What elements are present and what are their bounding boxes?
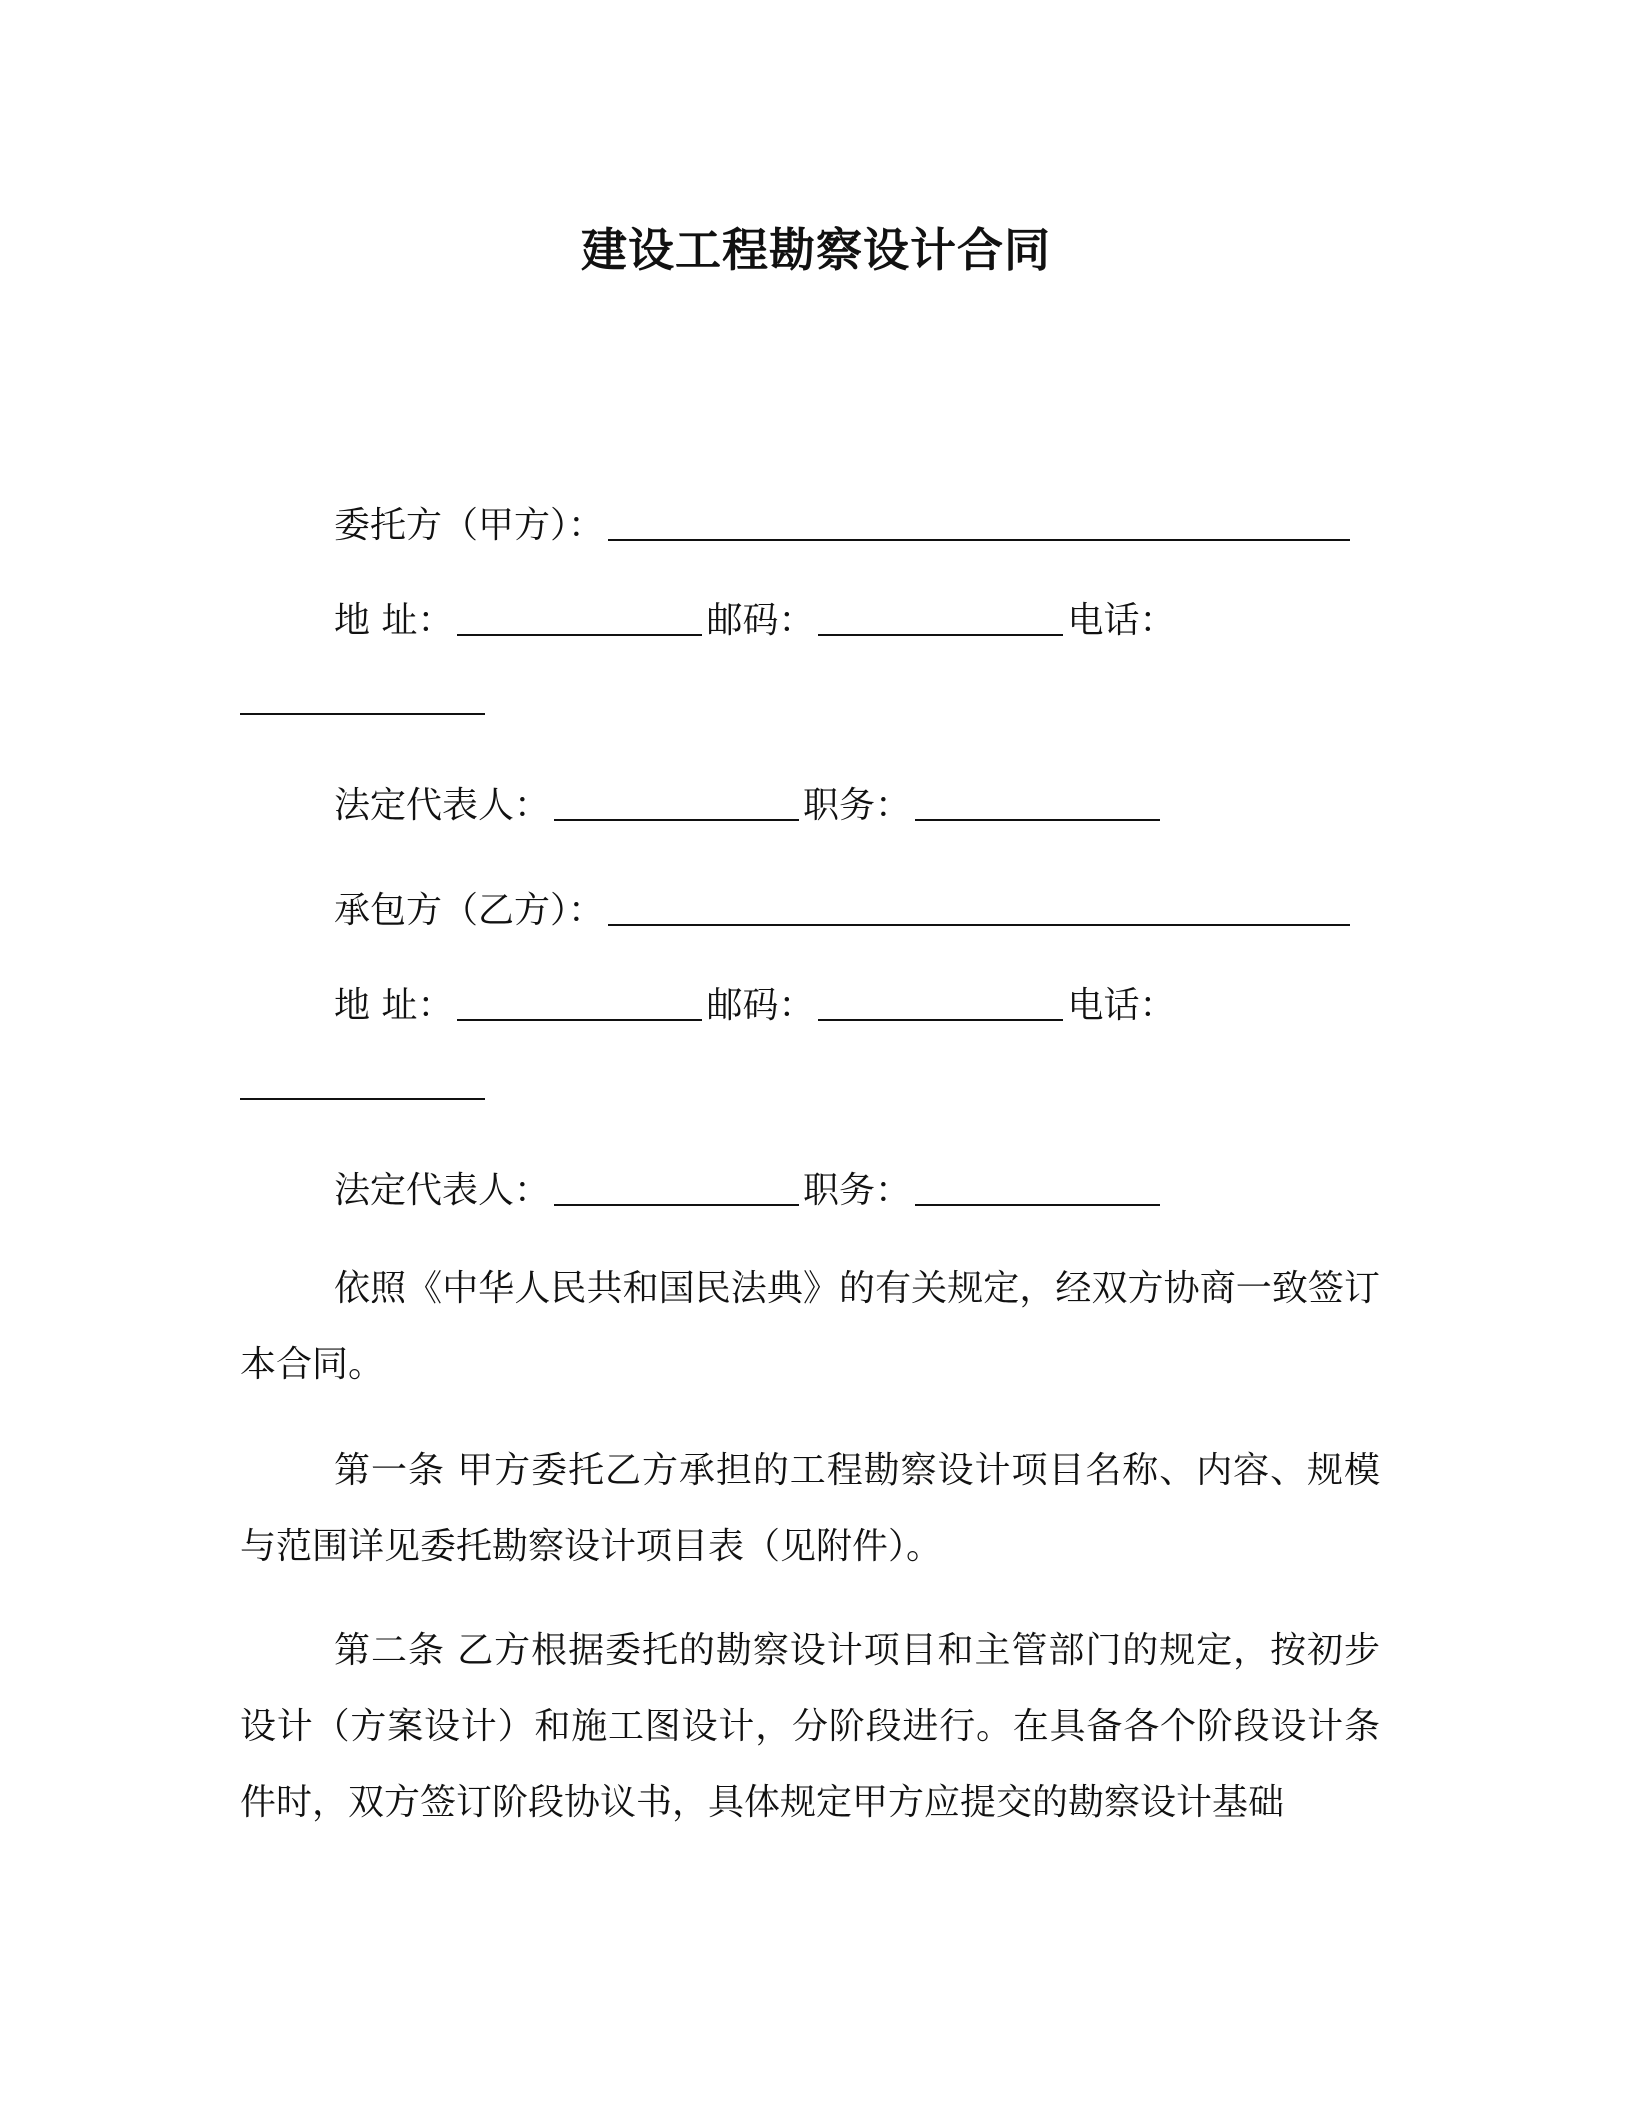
party-b-blank (608, 890, 1350, 926)
party-b-position-blank (915, 1170, 1160, 1206)
party-a-address-label: 地 址： (334, 600, 454, 641)
party-b-contact-line (334, 982, 1175, 1030)
party-b-phone-line (240, 1061, 489, 1109)
party-a-postcode-blank (818, 600, 1063, 636)
party-a-rep-line (334, 782, 1164, 830)
party-b-rep-label: 法定代表人： (334, 1170, 551, 1211)
party-b-phone-label: 电话： (1067, 985, 1176, 1026)
party-a-blank (608, 505, 1350, 541)
party-a-contact-line (334, 597, 1175, 645)
party-a-phone-label: 电话： (1067, 600, 1176, 641)
party-a-rep-blank (554, 785, 799, 821)
party-a-label: 委托方（甲方）： (334, 505, 605, 546)
party-b-label: 承包方（乙方）： (334, 890, 605, 931)
party-a-position-label: 职务： (803, 785, 912, 826)
document-title: 建设工程勘察设计合同 (581, 223, 1051, 277)
party-b-position-label: 职务： (803, 1170, 912, 1211)
article-2-paragraph: 第二条 乙方根据委托的勘察设计项目和主管部门的规定，按初步设计（方案设计）和施工图设计，分阶段进行。在具备各个阶段设计条件时，双方签订阶段协议书，具体规定甲方应提交的勘察设计基础 (240, 1630, 1380, 1823)
party-b-address-label: 地 址： (334, 985, 454, 1026)
party-a-phone-blank (240, 679, 485, 715)
party-b-postcode-label: 邮码： (706, 985, 815, 1026)
party-a-line (334, 502, 1354, 550)
party-b-phone-blank (240, 1064, 485, 1100)
preamble-paragraph: 依照《中华人民共和国民法典》的有关规定，经双方协商一致签订本合同。 (240, 1268, 1380, 1385)
article-1-paragraph: 第一条 甲方委托乙方承担的工程勘察设计项目名称、内容、规模与范围详见委托勘察设计项目表（见附件）。 (240, 1450, 1380, 1567)
party-b-rep-line (334, 1167, 1164, 1215)
party-b-address-blank (457, 985, 702, 1021)
party-a-rep-label: 法定代表人： (334, 785, 551, 826)
party-a-position-blank (915, 785, 1160, 821)
party-a-postcode-label: 邮码： (706, 600, 815, 641)
party-b-rep-blank (554, 1170, 799, 1206)
party-a-phone-line (240, 676, 489, 724)
party-b-line (334, 887, 1354, 935)
party-a-address-blank (457, 600, 702, 636)
party-b-postcode-blank (818, 985, 1063, 1021)
